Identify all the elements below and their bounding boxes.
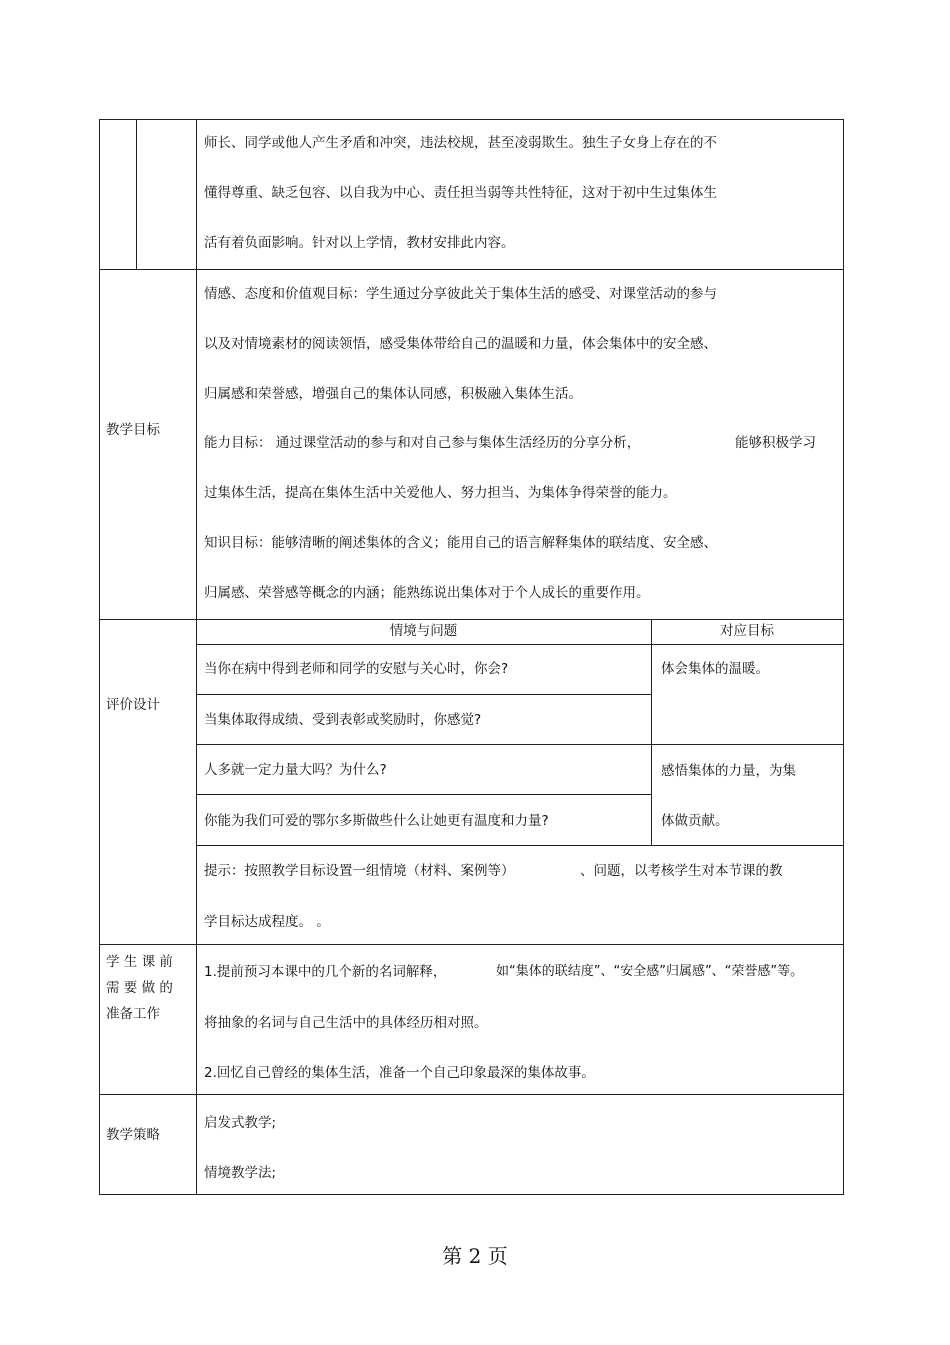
preparation-line: 2.回忆自己曾经的集体生活，准备一个自己印象最深的集体故事。 <box>204 1065 595 1081</box>
hint-line-tail: 、问题，以考核学生对本节课的教 <box>580 863 783 879</box>
col-border <box>99 119 100 1195</box>
preparation-label: 需 要 做 的 <box>106 980 173 996</box>
row-border <box>196 794 651 795</box>
target-item: 体会集体的温暖。 <box>661 661 769 677</box>
row-border <box>99 1094 844 1095</box>
column-header-targets: 对应目标 <box>720 623 774 639</box>
question-item: 当你在病中得到老师和同学的安慰与关心时，你会? <box>204 661 509 677</box>
col-border <box>136 119 137 269</box>
row-border <box>99 619 844 620</box>
objective-line: 情感、态度和价值观目标：学生通过分享彼此关于集体生活的感受、对课堂活动的参与 <box>204 286 717 302</box>
objective-line-tail: 能够积极学习 <box>735 435 816 451</box>
strategy-label: 教学策略 <box>106 1127 160 1143</box>
row-border <box>99 944 844 945</box>
row-border <box>196 744 844 745</box>
target-item: 体做贡献。 <box>661 813 729 829</box>
hint-line: 学目标达成程度。 。 <box>204 914 330 930</box>
row-border <box>99 1194 844 1195</box>
strategy-item: 情境教学法; <box>204 1165 277 1181</box>
objective-line: 能力目标： 通过课堂活动的参与和对自己参与集体生活经历的分享分析， <box>204 435 641 451</box>
preparation-label: 学 生 课 前 <box>106 954 173 970</box>
question-item: 你能为我们可爱的鄂尔多斯做些什么让她更有温度和力量? <box>204 813 549 829</box>
intro-line: 活有着负面影响。针对以上学情，教材安排此内容。 <box>204 235 515 251</box>
objectives-label: 教学目标 <box>106 422 160 438</box>
question-item: 当集体取得成绩、受到表彰或奖励时，你感觉? <box>204 712 482 728</box>
objective-line: 归属感、荣誉感等概念的内涵；能熟练说出集体对于个人成长的重要作用。 <box>204 585 650 601</box>
objective-line: 过集体生活，提高在集体生活中关爱他人、努力担当、为集体争得荣誉的能力。 <box>204 485 677 501</box>
row-border <box>99 269 844 270</box>
strategy-item: 启发式教学; <box>204 1115 277 1131</box>
col-border <box>843 119 844 1195</box>
objective-line: 归属感和荣誉感，增强自己的集体认同感，积极融入集体生活。 <box>204 386 582 402</box>
column-header-questions: 情境与问题 <box>389 623 458 639</box>
question-item: 人多就一定力量大吗？为什么? <box>204 762 387 778</box>
page-number: 第 2 页 <box>442 1244 508 1268</box>
col-border <box>196 119 197 1195</box>
evaluation-label: 评价设计 <box>106 697 160 713</box>
preparation-label: 准备工作 <box>106 1006 160 1022</box>
intro-line: 懂得尊重、缺乏包容、以自我为中心、责任担当弱等共性特征，这对于初中生过集体生 <box>204 185 717 201</box>
row-border <box>99 119 844 120</box>
objective-line: 以及对情境素材的阅读领悟，感受集体带给自己的温暖和力量，体会集体中的安全感、 <box>204 336 717 352</box>
hint-line: 提示：按照教学目标设置一组情境（材料、案例等） <box>204 863 515 879</box>
row-border <box>196 644 844 645</box>
row-border <box>196 694 651 695</box>
preparation-line: 将抽象的名词与自己生活中的具体经历相对照。 <box>204 1015 488 1031</box>
preparation-line: 1.提前预习本课中的几个新的名词解释， <box>204 964 447 980</box>
col-border <box>651 619 652 845</box>
target-item: 感悟集体的力量，为集 <box>661 763 796 779</box>
row-border <box>196 845 844 846</box>
objective-line: 知识目标：能够清晰的阐述集体的含义；能用自己的语言解释集体的联结度、安全感、 <box>204 535 717 551</box>
preparation-line-tail: 如“集体的联结度”、“安全感”归属感”、“荣誉感”等。 <box>496 964 804 979</box>
intro-line: 师长、同学或他人产生矛盾和冲突，违法校规，甚至凌弱欺生。独生子女身上存在的不 <box>204 135 717 151</box>
